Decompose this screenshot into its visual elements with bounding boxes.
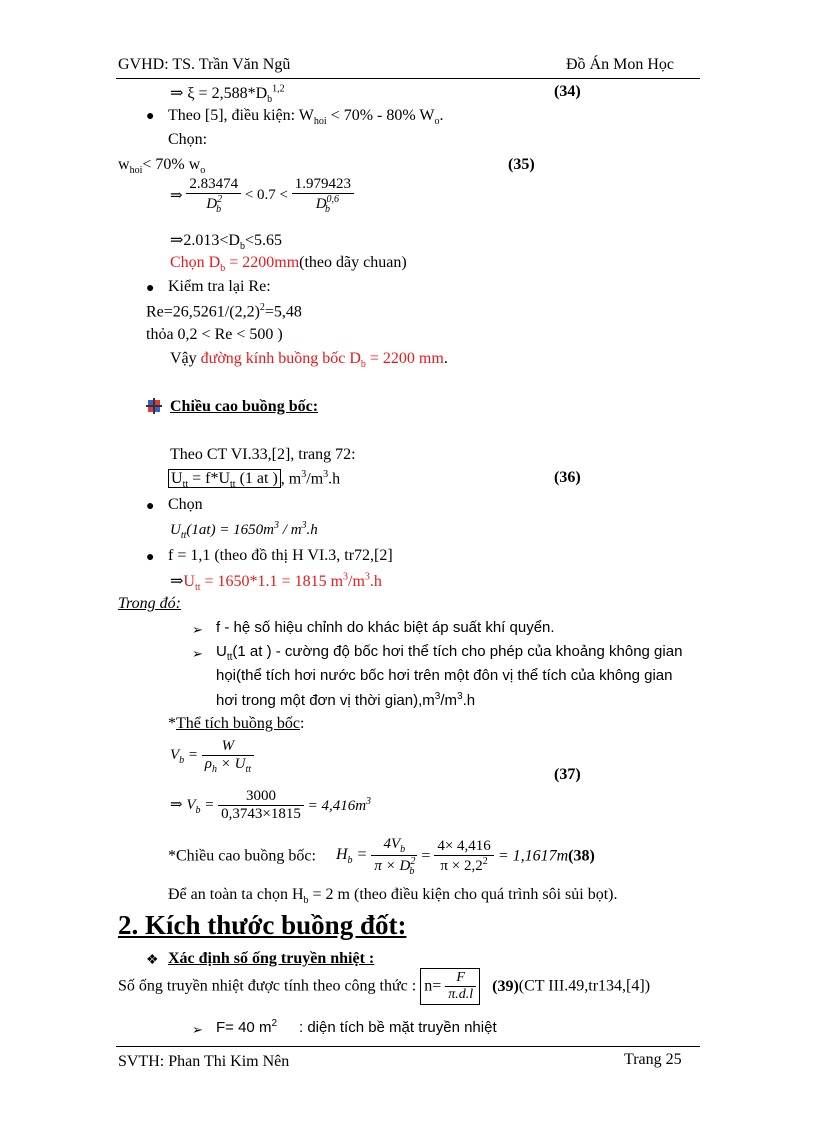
eq-39: Số ống truyền nhiệt được tính theo công thức : n= $\frac{F}{\pi.d.l}$ (39)(CT III.49,tr134,[4]) <box>118 968 650 1005</box>
chapter-heading: 2. Kích thước buồng đốt: <box>118 910 407 940</box>
eq-38: *Chiều cao buồng bốc: $H_b$ = $\frac{4V_b}{\pi \times D^2_b}$ = $\frac{4\times 4,416}{\pi \times 2,2^2}$ = 1,1617m(38) <box>168 836 595 877</box>
conclusion-db: Vậy đường kính buồng bốc $D_b = 2200$ mm. <box>170 350 448 371</box>
where-label: Trong đó: <box>118 595 181 612</box>
header-right: Đồ Án Mon Học <box>566 56 674 73</box>
eq-number-35: (35) <box>508 156 535 173</box>
arrow-bullet: ➢ <box>192 646 203 661</box>
f-value: f = 1,1 (theo đồ thị H VI.3, tr72,[2] <box>168 547 393 564</box>
bullet: ● <box>146 281 155 296</box>
choose-label: Chọn: <box>168 131 208 148</box>
inequality-35: $w_{hoi}< 70\%$ $w_o$ <box>118 156 206 177</box>
bullet: ● <box>146 499 155 514</box>
eq-34: ⇒ $\xi = 2,588*D_b^{1,2}$ <box>170 83 285 106</box>
db-range: $\Rightarrow 2.013<D_b<5.65$ <box>170 232 283 253</box>
def-f: f - hệ số hiệu chỉnh do khác biệt áp suất khí quyển. <box>216 619 555 636</box>
eq-vb-result: ⇒ $V_b$ = $\frac{3000}{0,3743\times 1815}$ = $4,416m^3$ <box>170 788 372 822</box>
eq-number-37: (37) <box>554 766 581 783</box>
volume-heading: *Thể tích buồng bốc: <box>168 715 305 732</box>
utt-value: $U_{tt}(1at) = 1650m^3 / m^3.h$ <box>170 520 318 541</box>
header-left: GVHD: TS. Trần Văn Ngũ <box>118 56 291 73</box>
choose-label-2: Chọn <box>168 496 203 513</box>
check-re-label: Kiểm tra lại Re: <box>168 278 271 295</box>
bullet: ● <box>146 109 155 124</box>
footer-rule <box>116 1046 700 1047</box>
section-heading-height: Chiều cao buồng bốc: <box>170 398 319 415</box>
def-utt-cont: họi(thể tích hơi nước bốc hơi trên một đôn vị thể tích của không gian <box>216 667 673 684</box>
re-condition: thỏa 0,2 < Re < 500 ) <box>146 326 283 343</box>
diamond-icon: ❖ <box>146 953 159 968</box>
footer-left: SVTH: Phan Thi Kim Nên <box>118 1053 290 1070</box>
eq-number-34: (34) <box>554 83 581 100</box>
eq-number-36: (36) <box>554 469 581 486</box>
section-heading-tubes: Xác định số ống truyền nhiệt : <box>168 950 375 967</box>
eq-37: $V_b$ = $\frac{W}{\rho_h \times U_{tt}}$ <box>170 738 254 775</box>
f-area: F= 40 $m^2$ : diện tích bề mặt truyền nhiệt <box>216 1018 497 1036</box>
utt-result: $\Rightarrow U_{tt} = 1650*1.1 = 1815$ $m^3/m^3.h$ <box>170 571 382 594</box>
def-utt: $U_{tt}(1$ at ) - cường độ bốc hơi thể tích cho phép của khoảng không gian <box>216 643 683 663</box>
condition-text: Theo [5], điều kiện: $W_{hoi} < 70\% - 80\%$ $W_o$. <box>168 107 444 128</box>
arrow-bullet: ➢ <box>192 622 203 637</box>
re-calc: $Re=26,5261/(2,2)^2=5,48$ <box>146 302 302 321</box>
safety-choice: Để an toàn ta chọn $H_b = 2$ m (theo điều kiện cho quá trình sôi sủi bọt). <box>168 886 618 907</box>
page-number: Trang 25 <box>624 1051 682 1068</box>
chosen-db: Chọn $D_b$ = 2200mm(theo dãy chuan) <box>170 254 407 275</box>
bullet: ● <box>146 550 155 565</box>
header-rule <box>116 78 700 79</box>
formula-ref: Theo CT VI.33,[2], trang 72: <box>170 446 356 463</box>
section-icon <box>146 398 162 419</box>
arrow-bullet: ➢ <box>192 1022 203 1037</box>
eq-36: $U_{tt} = f*U_{tt}$ (1 at ) , $m^3/m^3.h$ <box>168 469 340 491</box>
fraction-inequality: ⇒ $\frac{2.83474}{D^2_b}$ < 0.7 < $\frac{1.979423}{D^{0,6}_b}$ <box>170 176 354 215</box>
def-utt-cont2: hơi trong một đơn vị thời $gian),m^3/m^3.h$ <box>216 691 476 709</box>
